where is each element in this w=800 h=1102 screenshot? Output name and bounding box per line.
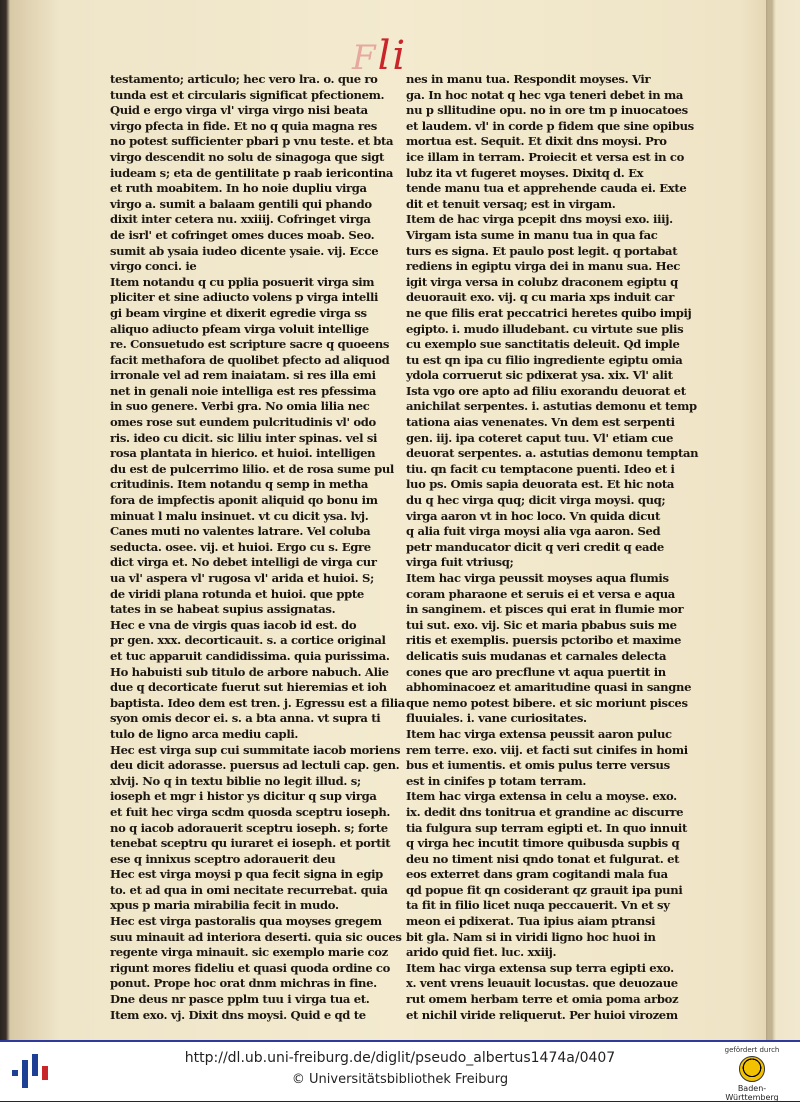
text-line: critudinis. Item notandu q semp in metha <box>110 477 369 492</box>
text-line: bit gla. Nam si in viridi ligno hoc huoi in <box>406 929 656 944</box>
permalink-url[interactable]: http://dl.ub.uni-freiburg.de/diglit/pseudo_albertus1474a/0407 <box>184 1050 616 1066</box>
text-line: cones que aro precflune vt aqua puertit in <box>406 664 666 679</box>
text-line: fluuiales. i. vane curiositates. <box>406 711 587 726</box>
text-line: Item exo. vj. Dixit dns moysi. Quid e qd te <box>110 1007 366 1022</box>
text-line: irronale vel ad rem inaiatam. si res illa emi <box>110 368 376 383</box>
text-line: syon omis decor ei. s. a bta anna. vt supra ti <box>110 711 381 726</box>
text-line: seducta. osee. vij. et huioi. Ergo cu s. Egre <box>110 539 371 554</box>
text-line: tende manu tua et apprehende cauda ei. Exte <box>406 181 687 196</box>
viewer-footer <box>0 1040 800 1101</box>
text-line: Ista vgo ore apto ad filiu exorandu deuorat et <box>406 383 686 398</box>
text-line: ix. dedit dns tonitrua et grandine ac discurre <box>406 804 684 819</box>
text-line: baptista. Ideo dem est tren. j. Egressu est a filia <box>110 695 405 710</box>
sponsor-label: gefördert durch <box>724 1046 780 1054</box>
text-line: virga aaron vt in hoc loco. Vn quida dicut <box>406 508 661 523</box>
text-line: ritis et exemplis. puersis pctoribo et maxime <box>406 633 681 648</box>
text-line: arido quid fiet. luc. xxiij. <box>406 945 557 960</box>
text-line: de isrl' et cofringet omes duces moab. Seo. <box>110 227 375 242</box>
text-line: dict virga et. No debet intelligi de virga cur <box>110 555 377 570</box>
text-line: tates in se habeat supius assignatas. <box>110 602 336 617</box>
text-line: Item de hac virga pcepit dns moysi exo. iiij. <box>406 212 673 227</box>
text-line: no q iacob adorauerit sceptru ioseph. s; forte <box>110 820 388 835</box>
text-line: tui sut. exo. vij. Sic et maria pbabus suis me <box>406 617 677 632</box>
text-line: pr gen. xxx. decorticauit. s. a cortice original <box>110 633 386 648</box>
text-line: Hec est virga pastoralis qua moyses gregem <box>110 914 382 929</box>
text-line: Quid e ergo virga vl' virga virgo nisi beata <box>110 103 368 118</box>
text-line: nu p sllitudine opu. no in ore tm p inuocatoes <box>406 103 688 118</box>
text-line: lubz ita vt fugeret moyses. Dixitq d. Ex <box>406 165 644 180</box>
text-line: to. et ad qua in omi necitate recurrebat. quia <box>110 882 388 897</box>
text-line: tia fulgura sup terram egipti et. In quo innuit <box>406 820 687 835</box>
text-line: et ruth moabitem. In ho noie dupliu virga <box>110 181 367 196</box>
text-line: deu dicit adorasse. puersus ad lectuli cap. gen. <box>110 758 400 773</box>
text-line: omes rose sut eundem pulcritudinis vl' odo <box>110 415 376 430</box>
text-line: ice illam in terram. Proiecit et versa est in co <box>406 149 684 164</box>
text-line: coram pharaone et seruis ei et versa e aqua <box>406 586 675 601</box>
text-line: x. vent vrens leuauit locustas. que deuozaue <box>406 976 678 991</box>
text-line: rigunt mores fideliu et quasi quoda ordine co <box>110 960 391 975</box>
text-line: ua vl' aspera vl' rugosa vl' arida et huioi. S; <box>110 571 374 585</box>
text-line: deuorat serpentes. a. astutias demonu temptan <box>406 446 699 461</box>
text-line: ga. In hoc notat q hec vga teneri debet in ma <box>406 87 684 102</box>
text-line: aliquo adiucto pfeam virga voluit intellige <box>110 321 369 336</box>
text-line: ese q innixus sceptro adorauerit deu <box>110 851 336 866</box>
text-line: re. Consuetudo est scripture sacre q quoeens <box>110 337 390 352</box>
text-line: dixit inter cetera nu. xxiiij. Cofringet virga <box>110 212 371 227</box>
text-line: ris. ideo cu dicit. sic liliu inter spinas. vel si <box>110 430 378 445</box>
text-line: tunda est et circularis significat pfectionem. <box>110 87 385 102</box>
text-line: ydola corruerut sic pdixerat ysa. xix. Vl' alit <box>406 368 673 383</box>
text-line: du est de pulcerrimo lilio. et de rosa sume pul <box>110 461 394 476</box>
text-line: cu exemplo sue sanctitatis deleuit. Qd imple <box>406 337 680 352</box>
text-line: eos exterret dans gram cogitandi mala fua <box>406 867 668 882</box>
text-line: ta fit in filio licet nuqa peccauerit. Vn et sy <box>406 898 670 913</box>
text-line: deu no timent nisi qndo tonat et fulgurat. et <box>406 851 680 866</box>
text-line: egipto. i. mudo illudebant. cu virtute sue plis <box>406 321 684 336</box>
text-line: est in cinifes p totam terram. <box>406 773 587 788</box>
text-line: dit et tenuit versaq; est in virgam. <box>406 196 616 211</box>
text-line: Canes muti no valentes latrare. Vel coluba <box>110 524 371 539</box>
text-line: et nichil viride reliquerut. Per huioi virozem <box>406 1007 678 1022</box>
text-line: Hec e vna de virgis quas iacob id est. do <box>110 617 357 632</box>
text-line: et tuc apparuit candidissima. quia purissima. <box>110 648 390 663</box>
text-line: Item hac virga extensa peussit aaron puluc <box>406 726 672 741</box>
text-line: petr manducator dicit q veri credit q eade <box>406 539 664 554</box>
text-line: tenebat sceptru qu iuraret ei ioseph. et portit <box>110 836 391 851</box>
text-line: fora de impfectis aponit aliquid qo bonu im <box>110 493 378 508</box>
text-line: sumit ab ysaia iudeo dicente ysaie. vij. Ecce <box>110 243 379 258</box>
page-gutter-shadow <box>766 0 774 1040</box>
text-line: igit virga versa in colubz draconem egiptu q <box>406 274 678 289</box>
text-line: rosa plantata in hierico. et huioi. intelligen <box>110 446 376 461</box>
right-text-column <box>406 72 699 1023</box>
text-line: turs es signa. Et paulo post legit. q portabat <box>406 243 678 258</box>
text-line: gen. iij. ipa coteret caput tuu. Vl' etiam cue <box>406 430 674 445</box>
text-line: net in genali noie intelliga est res pfessima <box>110 383 377 398</box>
text-line: Virgam ista sume in manu tua in qua fac <box>406 227 658 242</box>
text-line: xlvij. No q in textu biblie no legit illud. s; <box>110 773 361 788</box>
folio-faint-mark: F <box>352 38 378 78</box>
text-line: et fuit hec virga scdm quosda sceptru ioseph. <box>110 804 391 819</box>
text-line: due q decorticate fuerut sut hieremias et ioh <box>110 680 387 695</box>
sponsor-name: Baden-Württemberg <box>725 1084 779 1102</box>
left-text-column <box>110 72 405 1023</box>
text-line: qd popue fit qn cosiderant qz grauit ipa puni <box>406 882 683 897</box>
text-line: regente virga minauit. sic exemplo marie coz <box>110 945 388 960</box>
text-line: rut omem herbam terre et omia poma arboz <box>406 992 679 1007</box>
text-line: ne que filis erat peccatrici heretes quibo impij <box>406 305 692 320</box>
text-line: q virga hec incutit timore quibusda supbis q <box>406 836 680 851</box>
copyright-notice: © Universitätsbibliothek Freiburg <box>291 1072 509 1087</box>
text-line: Item hac virga peussit moyses aqua flumis <box>406 571 669 585</box>
text-line: gi beam virgine et dixerit egredie virga ss <box>110 305 367 320</box>
text-line: deuorauit exo. vij. q cu maria xps induit car <box>406 290 674 305</box>
text-line: meon ei pdixerat. Tua ipius aiam ptransi <box>406 914 656 929</box>
text-line: ioseph et mgr i histor ys dicitur q sup virga <box>110 789 377 804</box>
text-line: Hec est virga sup cui summitate iacob moriens <box>110 742 401 757</box>
text-line: q alia fuit virga moysi alia vga aaron. Sed <box>406 524 661 539</box>
sponsor-badge <box>712 1046 792 1102</box>
text-line: in suo genere. Verbi gra. No omia lilia nec <box>110 399 370 414</box>
text-line: tationa aias venenates. Vn dem est serpenti <box>406 415 675 430</box>
baden-wuerttemberg-crest-icon <box>739 1056 765 1082</box>
text-line: anichilat serpentes. i. astutias demonu et temp <box>406 399 697 414</box>
text-line: virgo a. sumit a balaam gentili qui phando <box>110 196 372 211</box>
text-line: Item hac virga extensa in celu a moyse. exo. <box>406 789 677 804</box>
text-line: ponut. Prope hoc orat dnm michras in fine. <box>110 976 377 991</box>
text-line: delicatis suis mudanas et carnales delecta <box>406 648 667 663</box>
text-line: in sanginem. et pisces qui erat in flumie mor <box>406 602 684 617</box>
text-line: Item hac virga extensa sup terra egipti exo. <box>406 960 674 975</box>
text-line: Hec est virga moysi p qua fecit signa in egip <box>110 867 383 882</box>
text-line: tu est qn ipa cu filio ingrediente egiptu omia <box>406 352 683 367</box>
text-line: mortua est. Sequit. Et dixit dns moysi. Pro <box>406 134 667 149</box>
text-line: de viridi plana rotunda et huioi. que ppte <box>110 586 364 601</box>
text-line: xpus p maria mirabilia fecit in mudo. <box>110 898 339 913</box>
text-line: tiu. qn facit cu temptacone puenti. Ideo et i <box>406 461 675 476</box>
text-line: pliciter et sine adiucto volens p virga intelli <box>110 290 379 305</box>
text-line: abhominacoez et amaritudine quasi in sangne <box>406 680 692 695</box>
text-line: iudeam s; eta de gentilitate p raab iericontina <box>110 165 394 180</box>
text-line: suu minauit ad interiora deserti. quia sic ouces <box>110 929 402 944</box>
text-line: minuat l malu insinuet. vt cu dicit ysa. lvj. <box>110 508 369 523</box>
text-line: tulo de ligno arca mediu capli. <box>110 726 299 741</box>
text-line: nes in manu tua. Respondit moyses. Vir <box>406 72 651 86</box>
text-line: Item notandu q cu pplia posuerit virga sim <box>110 274 375 289</box>
text-line: virgo conci. ie <box>110 259 197 274</box>
text-line: no potest sufficienter pbari p vnu teste. et bta <box>110 134 394 149</box>
text-line: et laudem. vl' in corde p fidem que sine opibus <box>406 118 694 133</box>
text-line: bus et iumentis. et omis pulus terre versus <box>406 758 670 773</box>
text-line: rediens in egiptu virga dei in manu sua. Hec <box>406 259 680 274</box>
text-line: rem terre. exo. viij. et facti sut cinifes in homi <box>406 742 688 757</box>
text-line: virgo descendit no solu de sinagoga que sigt <box>110 149 385 164</box>
text-line: facit methafora de quolibet pfecto ad aliquod <box>110 352 390 367</box>
text-line: virga fuit vtriusq; <box>406 555 514 570</box>
text-line: que nemo potest bibere. et sic moriunt pisces <box>406 695 688 710</box>
text-line: Ho habuisti sub titulo de arbore nabuch. Alie <box>110 664 389 679</box>
folio-main: li <box>377 33 408 79</box>
text-line: virgo pfecta in fide. Et no q quia magna res <box>110 118 377 133</box>
text-line: luo ps. Omis sapia deuorata est. Et hic nota <box>406 477 675 492</box>
text-line: testamento; articulo; hec vero lra. o. que ro <box>110 72 378 86</box>
text-line: du q hec virga quq; dicit virga moysi. quq; <box>406 493 666 508</box>
text-line: Dne deus nr pasce pplm tuu i virga tua et. <box>110 992 370 1007</box>
